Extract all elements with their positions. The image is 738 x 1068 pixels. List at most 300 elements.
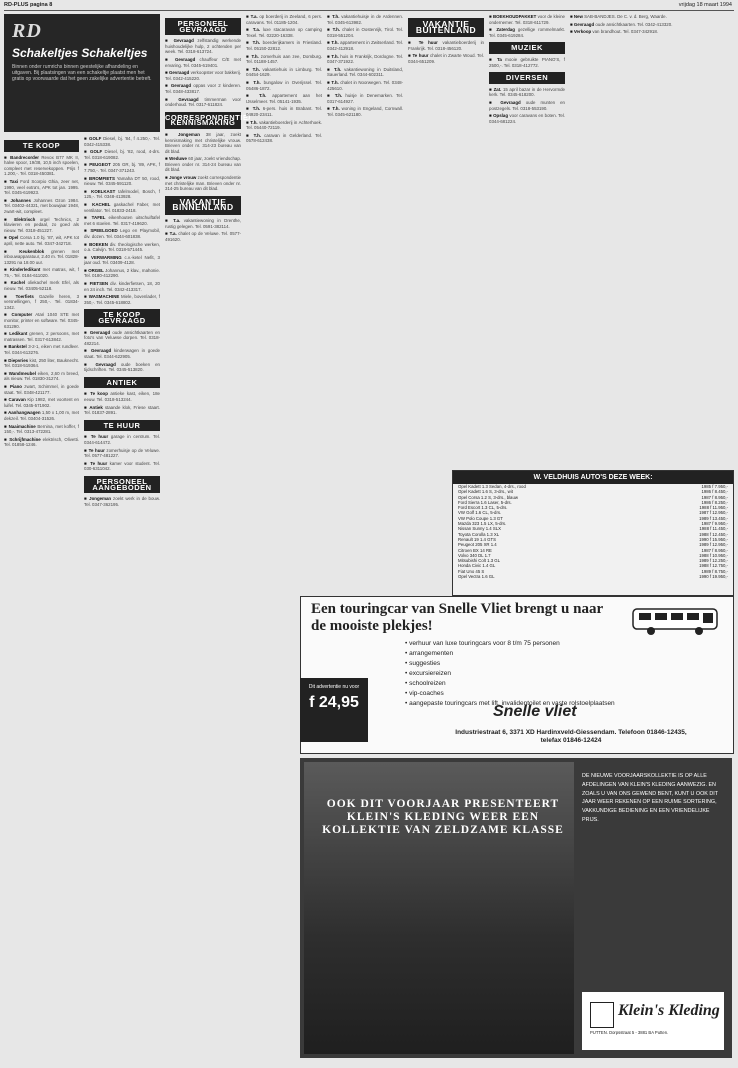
- classified-lead: ■ BROMFIETS: [84, 175, 117, 181]
- ad-list: [489, 14, 565, 38]
- classified-text: huis in Frankrijk, Dordogne. Tel. 0347-371922.: [327, 53, 403, 65]
- car-year-price: 1990 f 19.950,-: [699, 574, 728, 580]
- classified-lead: ■ Gevraagd: [165, 96, 205, 102]
- classified-ad: [84, 162, 160, 173]
- car-model: Opel Kadett 1.6 S, 3-drs., wit: [458, 489, 513, 495]
- classified-lead: ■ Weduwe: [165, 156, 189, 162]
- classified-lead: ■ Gevraagd: [165, 70, 191, 76]
- classified-text: verkoopster voor bakkerij. Tel. 0342-415220.: [165, 70, 241, 81]
- classified-text: Johannus, 2 klav., mahonie. Tel. 0180-412290.: [84, 267, 160, 279]
- classified-lead: ■ Ledikant: [4, 331, 30, 337]
- classified-text: mooie gebruikte PIANO'S, f 2500,-. Tel. 0318-412772.: [489, 56, 565, 68]
- classified-text: Ford Scorpio Ghia, zeer net, 1990, veel extra's, APK tot jan. 1995. Tel. 0345-619923.: [4, 178, 79, 196]
- classified-lead: ■ T.a.: [246, 27, 263, 33]
- page-header-left: RD-PLUS pagina 8: [4, 2, 53, 8]
- classified-ad: [165, 218, 241, 229]
- classified-lead: ■ T.h.: [246, 79, 264, 85]
- car-year-price: 1988 f 10.950,-: [699, 552, 728, 558]
- classified-ad: [570, 14, 732, 20]
- classified-ad: [4, 294, 79, 311]
- ad-list: [165, 132, 241, 192]
- column-2: [84, 136, 160, 1061]
- car-table-body: [453, 484, 733, 579]
- classified-ad: [165, 156, 241, 173]
- classified-ad: [4, 280, 79, 291]
- ad-list: [489, 57, 565, 68]
- classified-lead: ■ Jongeman: [84, 496, 113, 502]
- car-model: Toyota Corolla 1.3 XL: [458, 531, 500, 537]
- car-model: Mitsubishi Colt 1.3 GL: [458, 558, 501, 564]
- classified-lead: ■ Schrijfmachine: [4, 436, 43, 442]
- classified-lead: ■ Opel: [4, 235, 20, 241]
- classified-ad: [4, 217, 79, 234]
- car-model: Ford Sierra 1.6 Laser, 5-drs.: [458, 499, 512, 505]
- classified-lead: ■ T.h.: [327, 106, 342, 112]
- classified-ad: [246, 54, 322, 65]
- classified-lead: ■ Bandrecorder: [4, 154, 42, 160]
- car-model: Renault 19 1.4 GTS: [458, 536, 496, 542]
- classified-ad: [408, 53, 484, 64]
- classified-ad: [84, 215, 160, 226]
- car-model: Ford Escort 1.3 CL, 5-drs.: [458, 505, 508, 511]
- classified-lead: ■ T.a.: [165, 231, 179, 237]
- classified-text: garage in centrum. Tel. 0344-614472.: [84, 434, 160, 445]
- classified-ad: [327, 27, 403, 38]
- classified-lead: ■ T.h.: [327, 53, 341, 59]
- masthead-text: Binnen onder rumrichs binnen geestelijke afhandeling en uitgaven. Bij plaatsingen van een schakeltje plaatst men het gratis op voorwaarde dat het geen zakelijke advertentie betreft.: [12, 64, 152, 82]
- classified-lead: ■ T.h.: [327, 27, 343, 33]
- touringcar-headline: Een touringcar van Snelle Vliet brengt u naar de mooiste plekjes!: [311, 601, 603, 634]
- car-model: Nissan Sunny 1.4 SLX: [458, 526, 501, 532]
- classified-lead: ■ SPEELGOED: [84, 228, 121, 234]
- classified-ad: [84, 149, 160, 160]
- classified-lead: ■ Verkoop: [570, 29, 593, 35]
- classified-text: op boerderij in Zeeland, 6 pers. caravans. Tel. 01185-1204.: [246, 14, 322, 25]
- classified-lead: ■ T.h.: [246, 93, 273, 99]
- classified-text: grenen, 2 persoons, met matrassen. Tel. 0317-613842.: [4, 331, 79, 342]
- ad-list: [4, 155, 79, 448]
- classified-lead: ■ GOLF: [84, 149, 105, 155]
- kleins-headline: OOK DIT VOORJAAR PRESENTEERT KLEIN'S KLEDING WEER EEN KOLLEKTIE VAN ZELDZAME KLASSE: [322, 798, 564, 836]
- column-3: [165, 14, 251, 1061]
- classified-text: tafelmodel, Bosch, f 125,-. Tel. 0348-413928.: [84, 188, 160, 200]
- classified-text: chalet op de Veluwe. Tel. 0577-491620.: [165, 231, 241, 242]
- classified-ad: [84, 391, 160, 402]
- classified-ad: [4, 331, 79, 342]
- classified-text: oude munten en postzegels. Tel. 0318-553190.: [489, 99, 565, 111]
- classified-text: Miele, bovenlader, f 350,-. Tel. 0345-618802.: [84, 294, 160, 305]
- classified-lead: ■ Antiek: [84, 404, 105, 410]
- classified-ad: [246, 27, 322, 38]
- classified-ad: [84, 136, 160, 147]
- classified-ad: [84, 281, 160, 292]
- classified-lead: ■ T.h.: [246, 53, 261, 59]
- classified-ad: [165, 175, 241, 192]
- car-year-price: 1988 f 11.450,-: [699, 526, 728, 532]
- classified-text: zelfstandig werkende huishoudelijke hulp, 2 ochtenden per week. Tel. 0318-613724.: [165, 38, 241, 55]
- page-header-date: vrijdag 18 maart 1994: [678, 2, 732, 8]
- classified-text: eikenhouten uitschuiftafel met 6 stoelen. Tel. 0317-419620.: [84, 215, 160, 226]
- classified-ad: [246, 40, 322, 51]
- kleins-logo-box: [582, 992, 724, 1050]
- classified-lead: ■ Elektrisch: [4, 216, 40, 222]
- classified-text: gaskachel Faber, met ventilator. Tel. 01833-2418.: [84, 201, 160, 213]
- classified-lead: ■ BOEKEN: [84, 241, 110, 247]
- section-vakantie-buitenland: VAKANTIE BUITENLAND: [408, 18, 484, 37]
- car-model: VW Polo Coupe 1.3 GT: [458, 515, 503, 521]
- classified-lead: ■ PEUGEOT: [84, 162, 113, 168]
- classified-ad: [4, 437, 79, 448]
- classified-ad: [84, 189, 160, 200]
- classified-ad: [84, 448, 160, 459]
- classified-lead: ■ Gevraagd: [489, 99, 526, 105]
- section-vakantie-binnenland: VAKANTIE BINNENLAND: [165, 196, 241, 215]
- car-model: Peugeot 205 XR 1.4: [458, 542, 497, 548]
- promo-price: f 24,95: [309, 694, 359, 711]
- service-item: • vip-coaches: [405, 690, 444, 697]
- classified-text: zomerhuisje op de Veluwe. Tel. 0577-481227.: [84, 447, 160, 459]
- kleins-logo: Klein's Kleding: [618, 1002, 720, 1019]
- classified-ad: [327, 80, 403, 91]
- classified-text: Johannes Ozon 1984. Tel. 03402-44321, met bouwjaar 1948, zwart-wit, compleet.: [4, 197, 79, 214]
- classified-text: eiken, 2,60 m breed, als nieuw. Tel. 01830-31274.: [4, 370, 79, 382]
- classified-ad: [4, 371, 79, 382]
- car-table-title: W. VELDHUIS AUTO'S DEZE WEEK:: [453, 471, 733, 484]
- touringcar-services: [405, 639, 615, 709]
- classified-text: oliekachel merk Efel, als nieuw. Tel. 03405-52118.: [4, 280, 79, 292]
- classified-lead: ■ Te huur: [84, 447, 107, 453]
- classified-text: van brandhout. Tel. 0347-342918.: [592, 29, 659, 35]
- classified-text: Bernina, met koffer, f 150,-. Tel. 0313-472281.: [4, 423, 79, 435]
- car-model: Mazda 323 1.5 LX, 5-drs.: [458, 521, 507, 527]
- classified-ad: [165, 38, 241, 55]
- classified-lead: ■ Gevraagd: [165, 83, 194, 89]
- column-1: [4, 136, 79, 1061]
- classified-ad: [84, 461, 160, 472]
- classified-lead: ■ T.h.: [327, 40, 341, 46]
- car-year-price: 1987 f 8.950,-: [701, 547, 728, 553]
- classified-ad: [165, 97, 241, 108]
- classified-ad: [489, 87, 565, 98]
- ad-list: [165, 218, 241, 242]
- classified-text: vakantiehuis in Limburg. Tel. 04454-1629.: [246, 66, 322, 78]
- masthead: [4, 14, 160, 132]
- classified-ad: [327, 14, 403, 25]
- classified-ad: [84, 202, 160, 213]
- masthead-title: Schakeltjes Schakeltjes: [12, 46, 148, 60]
- classified-ad: [165, 132, 241, 154]
- classified-lead: ■ New: [570, 14, 585, 19]
- header-rule: [4, 10, 734, 11]
- car-year-price: 1986 f 8.250,-: [701, 499, 728, 505]
- classified-text: appartement aan het IJsselmeer. Tel. 05141-1935.: [246, 93, 322, 104]
- section-antiek: ANTIEK: [84, 377, 160, 389]
- classified-text: Atari 1040 STE met monitor, printer en software. Tel. 0345-631290.: [4, 312, 79, 329]
- ad-list: [84, 330, 160, 373]
- classified-lead: ■ Te huur: [408, 53, 431, 59]
- classified-ad: [4, 179, 79, 196]
- classified-ad: [84, 348, 160, 359]
- classified-ad: [4, 312, 79, 329]
- classified-text: chalet in Zwarte Woud. Tel. 0344-651209.: [408, 53, 484, 64]
- classified-text: kinderwagen in goede staat. Tel. 0344-622905.: [84, 348, 160, 359]
- classified-ad: [327, 106, 403, 117]
- classified-text: voor caravans en boten. Tel. 0344-681224.: [489, 113, 565, 124]
- classified-text: kist, 250 liter, Bauknecht. Tel. 0318-519364.: [4, 357, 79, 369]
- classified-lead: ■ Gevraagd: [570, 21, 596, 27]
- classified-text: vakantiewoning in Duitsland, Sauerland. Tel. 0344-602311.: [327, 66, 403, 78]
- service-item: • arrangementen: [405, 650, 454, 657]
- classified-lead: ■ Te koop: [84, 391, 111, 397]
- classified-lead: ■ Kachel: [4, 280, 28, 286]
- classified-text: c.v.-ketel Nefit, 3 jaar oud. Tel. 03409-4128.: [84, 254, 161, 266]
- classified-lead: ■ T.h.: [327, 93, 346, 99]
- ad-list: [489, 87, 565, 125]
- section-correspondentie: CORRESPONDENTIE/ KENNISMAKING: [165, 112, 251, 128]
- classified-lead: ■ T.h.: [327, 66, 345, 72]
- classified-ad: [84, 294, 160, 305]
- car-model: VW Golf 1.6 CL, 5-drs.: [458, 510, 502, 516]
- classified-ad: [165, 70, 241, 81]
- classified-lead: ■ Opslag: [489, 113, 510, 119]
- car-model: Honda Civic 1.4 GL: [458, 563, 496, 569]
- classified-ad: [84, 255, 160, 266]
- car-year-price: 1987 f 8.950,-: [701, 494, 728, 500]
- kleins-body-text: DE NIEUWE VOORJAARSKOLLEKTIE IS OP ALLE AFDELINGEN VAN KLEIN'S KLEDING AANWEZIG. EN ZOALS U VAN ONS GEWEND BENT, KUNT U OOK DIT JAAR WEER REKENEN OP EEN RUIME SORTERING, VAKKUNDIGE BEDIENING EN EEN VRIENDELIJKE PRIJS.: [582, 773, 718, 823]
- classified-lead: ■ Johannes: [4, 197, 34, 203]
- section-personeel-gevraagd: PERSONEEL GEVRAAGD: [165, 18, 241, 35]
- car-year-price: 1989 f 12.950,-: [699, 542, 728, 548]
- classified-lead: ■ Ta: [489, 56, 506, 62]
- section-te-huur: TE HUUR: [84, 420, 160, 432]
- classified-ad: [246, 93, 322, 104]
- classified-text: gezellige rommelmarkt. Tel. 0345-619284.: [489, 27, 566, 38]
- classified-ad: [165, 231, 241, 242]
- classified-lead: ■ Keukenblok: [4, 248, 52, 254]
- classified-lead: ■ Taxi: [4, 178, 21, 184]
- classified-ad: [84, 405, 160, 416]
- classified-text: 205 GR, bj. '89, APK, f 7.750,-. Tel. 0347-371243.: [84, 162, 161, 173]
- classified-ad: [4, 344, 79, 355]
- classified-text: vakantieboerderij in Frankrijk. Tel. 0318-456120.: [408, 40, 485, 51]
- classified-lead: ■ T.a.: [246, 14, 260, 19]
- classified-lead: ■ VERWARMING: [84, 254, 125, 260]
- classified-lead: ■ Jongeman: [165, 131, 206, 137]
- classified-text: chalet in Oostenrijk, Tirol. Tel. 0318-551204.: [327, 27, 403, 38]
- classified-text: voor de kleine ondernemer. Tel. 0318-611729.: [489, 14, 565, 25]
- classified-ad: [4, 384, 79, 395]
- car-year-price: 1988 f 12.750,-: [699, 563, 728, 569]
- classified-ad: [4, 155, 79, 177]
- car-model: Citroen BX 14 RE: [458, 547, 492, 553]
- classified-text: oude ansichtkaarten en foto's van Veluwse dorpen. Tel. 0318-482214.: [84, 329, 160, 346]
- classified-ad: [246, 14, 322, 25]
- classified-ad: [327, 93, 403, 104]
- bus-icon: [631, 605, 721, 637]
- classified-ad: [4, 267, 79, 278]
- classified-ad: [327, 54, 403, 65]
- classified-text: zomerhuis aan zee, Domburg. Tel. 01188-1457.: [246, 53, 322, 65]
- classified-lead: ■ Caravan: [4, 397, 28, 403]
- classified-ad: [84, 176, 160, 187]
- car-year-price: 1990 f 15.950,-: [699, 536, 728, 542]
- kleins-kleding-ad: [300, 758, 732, 1058]
- classified-lead: ■ Wandmeubel: [4, 370, 38, 376]
- classified-text: caravan in Gelderland. Tel. 0578-612438.: [246, 132, 322, 144]
- classified-lead: ■ KOELKAST: [84, 188, 119, 194]
- section-muziek: MUZIEK: [489, 42, 565, 54]
- touringcar-logo: Snelle vliet: [493, 703, 577, 720]
- classified-ad: [246, 67, 322, 78]
- classified-text: huisje in Denemarken. Tel. 0317-614927.: [327, 93, 403, 104]
- classified-ad: [4, 358, 79, 369]
- classified-text: boerderijkamers in Friesland. Tel. 05150-22812.: [246, 40, 322, 51]
- classified-ad: [327, 67, 403, 78]
- classified-text: vakantieboerderij in Achterhoek. Tel. 05440-72119.: [246, 119, 322, 131]
- car-year-price: 1989 f 12.250,-: [699, 558, 728, 564]
- service-item: • suggesties: [405, 660, 441, 667]
- classified-ad: [4, 198, 79, 215]
- classified-text: 1,50 x 1,00 m, met dekzeil. Tel. 03404-31526.: [4, 410, 79, 421]
- classified-lead: ■ Piano: [4, 383, 25, 389]
- classified-ad: [246, 120, 322, 131]
- classified-lead: ■ Gevraagd: [84, 348, 114, 354]
- classified-text: SAB-BANDJES. De C. v. d. Berg, Waarde.: [584, 14, 667, 19]
- classified-ad: [489, 27, 565, 38]
- section-diversen: DIVERSEN: [489, 72, 565, 84]
- classified-ad: [165, 57, 241, 68]
- classified-lead: ■ Gevraagd: [84, 361, 121, 367]
- classified-text: staande klok, Friese staart. Tel. 01837-2891.: [84, 404, 160, 416]
- classified-ad: [570, 29, 732, 35]
- column-4: [246, 14, 322, 592]
- classified-lead: ■ FIETSEN: [84, 281, 111, 287]
- classified-text: vakantiewoning in Drenthe, rustig gelegen. Tel. 0591-382114.: [165, 218, 241, 229]
- classified-text: bungalow in Overijssel. Tel. 05486-1872.: [246, 79, 322, 91]
- classified-ad: [570, 22, 732, 28]
- promo-badge: [300, 678, 368, 742]
- classified-lead: ■ T.h.: [246, 40, 263, 46]
- car-year-price: 1988 f 11.950,-: [699, 505, 728, 511]
- classified-text: zoekt correspondentie met christelijke man. Brieven onder nr. 314-25 bureau van dit blad.: [165, 175, 241, 192]
- classified-text: Kip 1982, met voortent en luifel. Tel. 0345-571902.: [4, 397, 79, 408]
- classified-ad: [489, 57, 565, 68]
- classified-text: chauffeur C/E met ervaring. Tel. 0345-619401.: [165, 56, 241, 68]
- classified-lead: ■ BOEKHOUDPAKKET: [489, 14, 538, 19]
- classified-lead: ■ Gevraagd: [165, 56, 200, 62]
- ad-list: [84, 434, 160, 472]
- classified-text: luxe stacaravan op camping Texel. Tel. 02220-16338.: [246, 27, 322, 38]
- classified-lead: ■ ORGEL: [84, 267, 106, 273]
- classified-ad: [84, 242, 160, 253]
- classified-text: Lego en Playmobil, div. dozen. Tel. 0344-601838.: [84, 228, 160, 239]
- classified-text: 38 jaar, zoekt kennismaking met christelijke vrouw. Brieven onder nr. 314-23 bureau van dit blad.: [165, 131, 241, 154]
- classified-lead: ■ Toerfiets: [4, 293, 39, 299]
- classified-ad: [84, 268, 160, 279]
- car-row: [453, 574, 733, 579]
- classified-ad: [4, 249, 79, 266]
- classified-ad: [489, 14, 565, 25]
- classified-lead: ■ Te huur: [408, 40, 443, 46]
- classified-ad: [408, 40, 484, 51]
- classified-lead: ■ T.h.: [327, 14, 342, 19]
- classified-ad: [84, 496, 160, 507]
- classified-text: Revox B77 MK II, halve spoor, 19/38, 10,5 inch spoelen, compleet met reservekoppen. Prijs f 1.200,-. Tel. 0318-450381.: [4, 154, 79, 177]
- ad-list: [570, 14, 732, 35]
- classified-lead: ■ Diepvries: [4, 357, 30, 363]
- classified-text: woning in Engeland, Cornwall. Tel. 0345-621180.: [327, 106, 403, 117]
- car-year-price: 1988 f 12.450,-: [699, 531, 728, 537]
- classified-ad: [4, 424, 79, 435]
- classified-text: grenen met inbouwapparatuur, 2.40 m. Tel. 01828-13291 na 18.00 uur.: [4, 248, 79, 265]
- classified-lead: ■ Naaimachine: [4, 423, 38, 429]
- classified-text: kamer voor student. Tel. 030-6311042.: [84, 460, 160, 472]
- classified-text: appartement in Zwitserland. Tel. 0342-412918.: [327, 40, 403, 51]
- car-year-price: 1986 f 8.450,-: [701, 489, 728, 495]
- car-model: Opel Corsa 1.2 S, 3-drs., blauw: [458, 494, 518, 500]
- classified-lead: ■ Te huur: [84, 434, 111, 440]
- car-model: Fiat Uno 45 S: [458, 568, 485, 574]
- classified-text: timmerman voor onderhoud. Tel. 0317-611824.: [165, 96, 241, 108]
- column-8: [570, 14, 732, 464]
- classified-lead: ■ T.h.: [327, 79, 341, 85]
- classified-ad: [84, 362, 160, 373]
- ad-list: [246, 14, 322, 144]
- classified-lead: ■ Kinderledikant: [4, 267, 43, 273]
- classified-lead: ■ TAFEL: [84, 215, 109, 221]
- kleins-address: PUTTEN. Dorpsstraat 5 - 3881 BA Putten.: [590, 1030, 669, 1035]
- ad-list: [84, 496, 160, 507]
- classified-ad: [489, 100, 565, 111]
- classified-text: div. kinderfietsen, 18, 20 en 24 inch. Tel. 0342-413317.: [84, 281, 160, 292]
- classified-text: orgel Technics, 2 klavieren en pedaal, zo goed als nieuw. Tel. 0318-451227.: [4, 216, 79, 233]
- classified-text: 6-pers. huis in Brabant. Tel. 04920-23411.: [246, 106, 322, 117]
- classified-text: div. theologische werken, o.a. Calvijn. Tel. 0318-571445.: [84, 241, 160, 253]
- classified-lead: ■ T.a.: [165, 218, 184, 224]
- classified-lead: ■ Gevraagd: [165, 38, 198, 44]
- classified-text: zwart, Schimmel, in goede staat. Tel. 0348-421177.: [4, 383, 79, 395]
- car-dealer-ad: [452, 470, 734, 596]
- classified-text: met matras, wit, f 75,-. Tel. 0184-611020.: [4, 267, 79, 278]
- classified-lead: ■ WASMACHINE: [84, 294, 121, 300]
- classified-lead: ■ Computer: [4, 312, 36, 318]
- service-item: • verhuur van luxe touringcars voor 8 t/m 75 personen: [405, 640, 560, 647]
- promo-label: Dit advertentie nu voor: [308, 684, 360, 690]
- classified-ad: [489, 113, 565, 124]
- classified-ad: [84, 330, 160, 347]
- ad-list: [408, 40, 484, 64]
- ad-list: [327, 14, 403, 118]
- classified-text: Gazelle heren, 3 versnellingen, f 250,-. Tel. 01834-1342.: [4, 293, 80, 310]
- car-year-price: 1985 f 7.950,-: [701, 484, 728, 489]
- classified-text: oude ansichtkaarten. Tel. 0342-413320.: [595, 21, 673, 27]
- car-model: Volvo 340 DL 1.7: [458, 552, 491, 558]
- classified-ad: [4, 235, 79, 246]
- classified-text: Diesel, bj. '82, rood, 4-drs. Tel. 0318-619082.: [84, 149, 160, 160]
- classified-text: 60 jaar, zoekt vriendschap. Brieven onder nr. 314-24 bureau van dit blad.: [165, 156, 241, 173]
- touringcar-address: Industriestraat 6, 3371 XD Hardinxveld-Giessendam. Telefoon 01846-12435, telefax 01846-12424: [455, 729, 687, 744]
- classified-text: Corsa 1.0 bj. '87, wit, APK tot april, nette auto. Tel. 0347-342718.: [4, 235, 79, 246]
- service-item: • schoolreizen: [405, 680, 446, 687]
- classified-text: zoekt werk in de bouw. Tel. 0347-362195.: [84, 496, 160, 507]
- classified-ad: [246, 106, 322, 117]
- classified-lead: ■ T.h.: [246, 119, 260, 125]
- service-item: • aangepaste touringcars met lift, invalidentoilet en vaste rolstoelplaatsen: [405, 700, 615, 707]
- classified-ad: [165, 83, 241, 94]
- section-te-koop: TE KOOP: [4, 140, 79, 152]
- car-model: Opel Vectra 1.6 GL: [458, 574, 495, 580]
- classified-lead: ■ Jonge vrouw: [165, 175, 198, 181]
